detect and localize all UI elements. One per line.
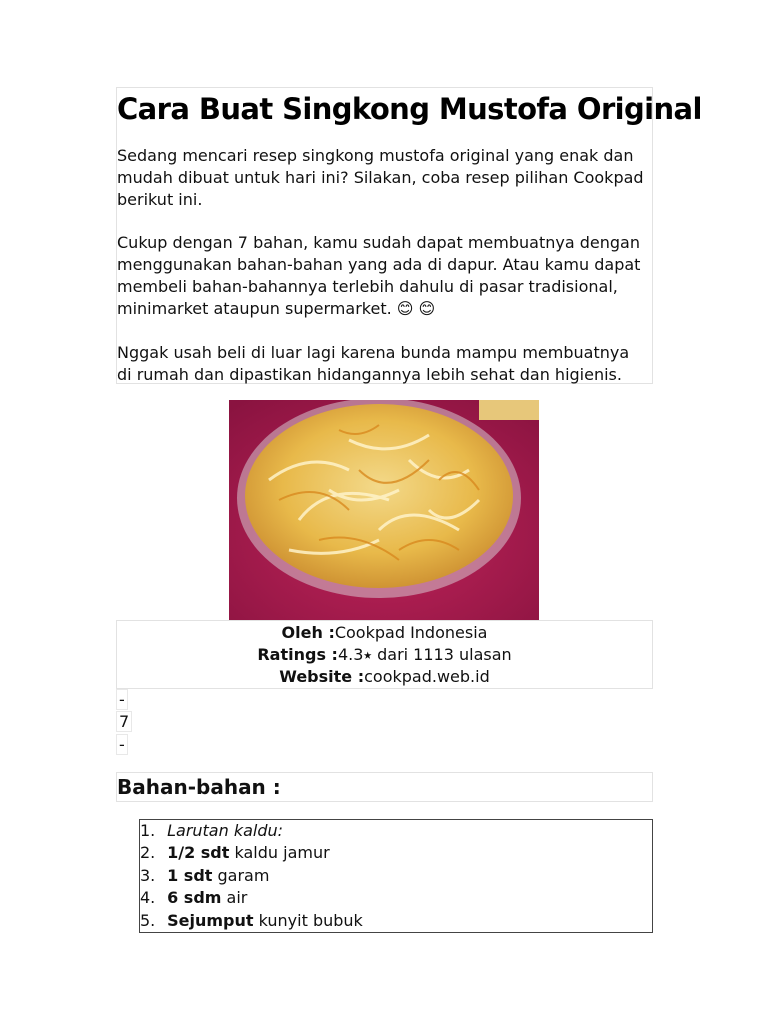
item-number: 1. xyxy=(140,821,156,840)
author-row xyxy=(117,622,652,644)
meta-value: 7 xyxy=(116,711,132,732)
item-name: Larutan kaldu: xyxy=(167,821,284,840)
item-name: air xyxy=(226,888,248,907)
ingredients-heading: Bahan-bahan : xyxy=(117,775,281,799)
intro-paragraph-3: Nggak usah beli di luar lagi karena bunda mampu membuatnya di rumah dan dipastikan hidangannya lebih sehat dan higienis. xyxy=(117,343,630,384)
author-value: Cookpad Indonesia xyxy=(334,623,488,642)
intro-paragraph-2: Cukup dengan 7 bahan, kamu sudah dapat membuatnya dengan menggunakan bahan-bahan yang ada di dapur. Atau kamu dapat membeli bahan-bahannya terlebih dahulu di pasar tradisional, minimarket ataupun supermarket. 😊 😊 xyxy=(117,233,641,318)
item-quantity: Sejumput xyxy=(167,911,254,930)
ingredients-heading-box xyxy=(116,772,653,802)
item-name: kunyit bubuk xyxy=(258,911,363,930)
item-quantity: 1 sdt xyxy=(167,866,213,885)
meta-value: - xyxy=(116,689,128,710)
item-number: 4. xyxy=(140,888,156,907)
ratings-value: 4.3⭑ dari 1113 ulasan xyxy=(337,645,512,664)
item-name: kaldu jamur xyxy=(234,843,330,862)
fried-cassava-bowl-photo xyxy=(229,400,539,620)
author-label: Oleh : xyxy=(281,623,335,642)
list-item xyxy=(140,910,363,932)
list-item xyxy=(140,887,247,909)
item-quantity: 1/2 sdt xyxy=(167,843,230,862)
meta-line-1 xyxy=(116,689,128,711)
website-row xyxy=(117,666,652,688)
ratings-row xyxy=(117,644,652,666)
intro-section xyxy=(116,87,702,384)
intro-paragraph-1: Sedang mencari resep singkong mustofa original yang enak dan mudah dibuat untuk hari ini? Silakan, coba resep pilihan Cookpad berikut ini. xyxy=(117,146,644,209)
recipe-info xyxy=(116,620,653,689)
meta-line-2 xyxy=(116,711,132,733)
meta-line-3 xyxy=(116,734,128,756)
list-item xyxy=(140,820,283,842)
ingredients-list xyxy=(139,819,653,933)
website-label: Website : xyxy=(279,667,365,686)
item-number: 2. xyxy=(140,843,156,862)
item-name: garam xyxy=(217,866,270,885)
list-item xyxy=(140,842,330,864)
item-quantity: 6 sdm xyxy=(167,888,222,907)
page-title: Cara Buat Singkong Mustofa Original xyxy=(117,92,702,126)
website-value: cookpad.web.id xyxy=(364,667,490,686)
item-number: 5. xyxy=(140,911,156,930)
ratings-label: Ratings : xyxy=(257,645,338,664)
meta-value: - xyxy=(116,734,128,755)
item-number: 3. xyxy=(140,866,156,885)
list-item xyxy=(140,865,269,887)
recipe-photo xyxy=(229,400,539,620)
